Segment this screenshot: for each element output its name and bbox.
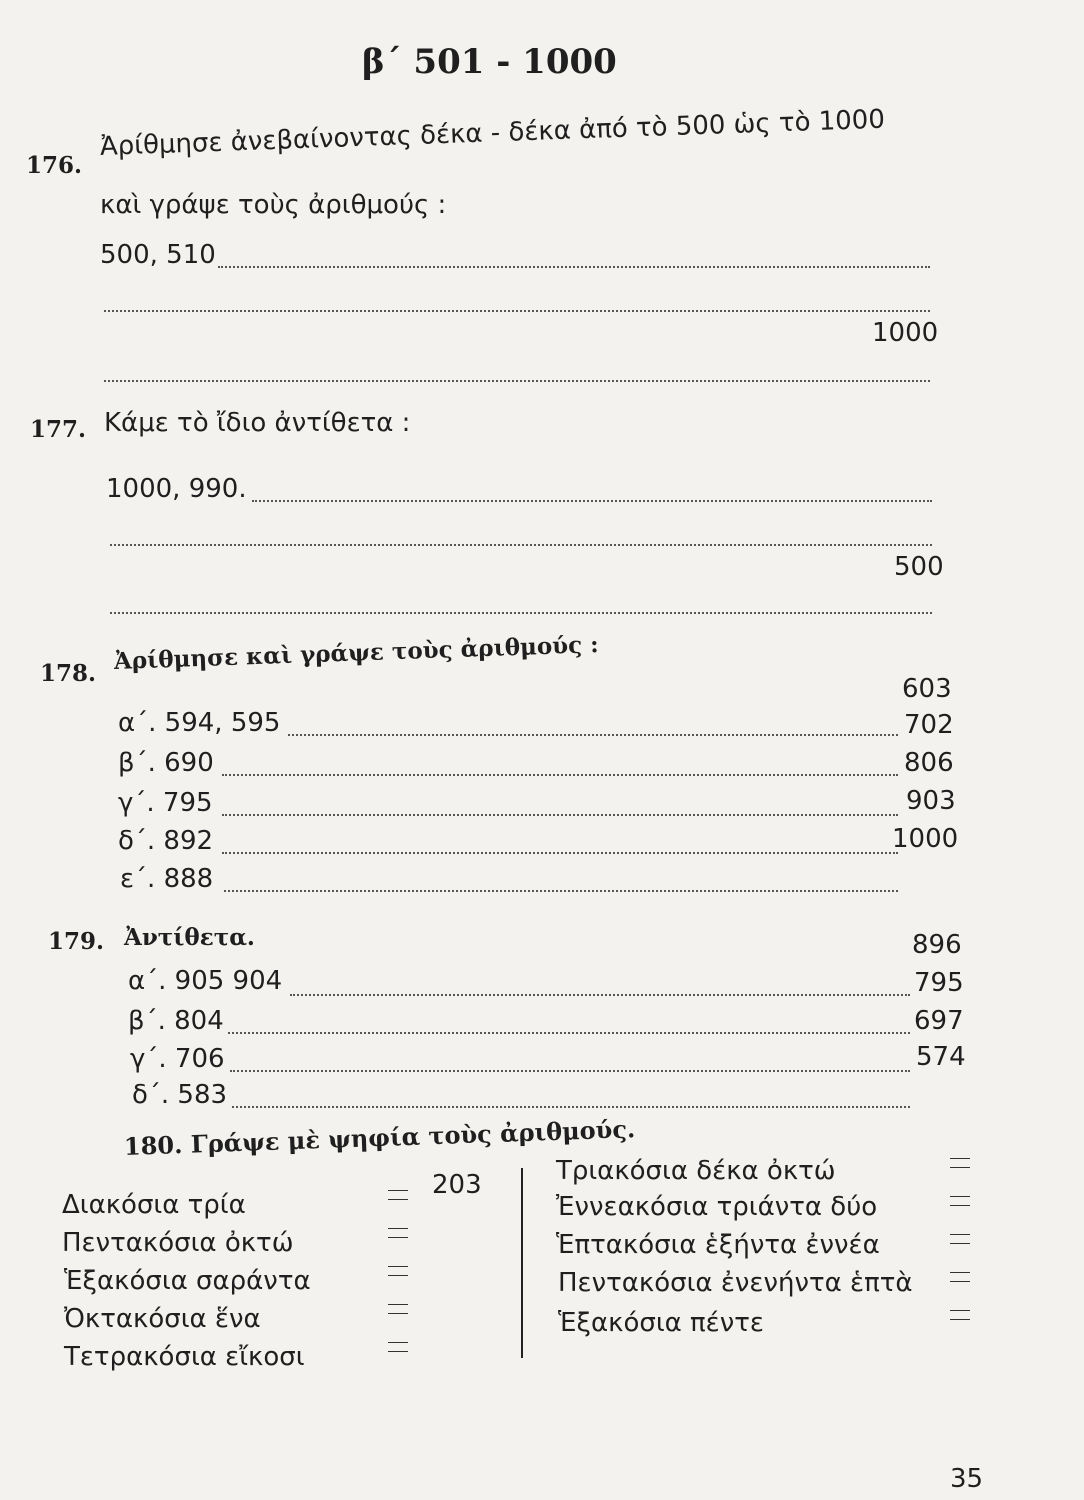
ex180-left-item-3: Ἑξακόσια σαράντα <box>64 1266 311 1296</box>
answer-line <box>252 500 932 502</box>
exercise-177-end: 500 <box>894 552 944 582</box>
equals-sign-icon <box>388 1190 408 1200</box>
page-title: β΄ 501 - 1000 <box>362 42 617 82</box>
exercise-179-instruction: Ἀντίθετα. <box>124 924 255 951</box>
ex180-left-answer-1: 203 <box>432 1170 482 1200</box>
answer-line <box>104 310 930 312</box>
equals-sign-icon <box>950 1234 970 1244</box>
exercise-179-row-a-end: 896 <box>912 930 962 960</box>
ex180-right-item-3: Ἑπτακόσια ἑξήντα ἐννέα <box>556 1230 880 1260</box>
exercise-178-row-d-end: 903 <box>906 786 956 816</box>
equals-sign-icon <box>950 1196 970 1206</box>
exercise-178-row-d-label: δ΄. 892 <box>118 826 214 856</box>
answer-line <box>110 612 932 614</box>
ex180-right-item-4: Πεντακόσια ἐνενήντα ἑπτὰ <box>558 1268 913 1298</box>
ex180-left-item-2: Πεντακόσια ὀκτώ <box>62 1228 294 1258</box>
ex180-right-item-1: Τριακόσια δέκα ὀκτώ <box>556 1156 836 1186</box>
exercise-180-heading: 180. Γράψε μὲ ψηφία τοὺς ἀριθμούς. <box>123 1114 636 1161</box>
column-divider <box>521 1168 523 1358</box>
page-number: 35 <box>950 1464 984 1494</box>
ex180-left-item-5: Τετρακόσια εἴκοσι <box>64 1342 305 1372</box>
answer-line <box>290 994 910 996</box>
exercise-177-instruction: Κάμε τὸ ἴδιο ἀντίθετα : <box>104 408 411 438</box>
exercise-178-number: 178. <box>40 660 97 687</box>
exercise-179-row-c-end: 697 <box>914 1006 964 1036</box>
answer-line <box>224 890 898 892</box>
exercise-178-row-b-label: β΄. 690 <box>118 748 214 778</box>
exercise-176-instruction-line2: καὶ γράψε τοὺς ἀριθμούς : <box>100 190 447 220</box>
ex180-left-item-1: Διακόσια τρία <box>62 1190 246 1220</box>
answer-line <box>110 544 932 546</box>
answer-line <box>288 734 898 736</box>
exercise-179-row-a-label: α΄. 905 904 <box>128 966 283 996</box>
equals-sign-icon <box>950 1272 970 1282</box>
equals-sign-icon <box>950 1310 970 1320</box>
exercise-179-row-b-label: β΄. 804 <box>128 1006 224 1036</box>
exercise-178-row-b-end: 702 <box>904 710 954 740</box>
exercise-179-row-c-label: γ΄. 706 <box>130 1044 225 1074</box>
exercise-178-row-a-end: 603 <box>902 674 952 704</box>
exercise-178-instruction: Ἀρίθμησε καὶ γράψε τοὺς ἀριθμούς : <box>113 631 600 675</box>
answer-line <box>222 774 898 776</box>
exercise-177-start: 1000, 990. <box>106 474 247 504</box>
exercise-178-row-c-label: γ΄. 795 <box>118 788 213 818</box>
exercise-178-row-c-end: 806 <box>904 748 954 778</box>
equals-sign-icon <box>950 1158 970 1168</box>
exercise-176-instruction-line1: Ἀρίθμησε ἀνεβαίνοντας δέκα - δέκα ἀπό τὸ 500 ὡς τὸ 1000 <box>99 104 886 162</box>
answer-line <box>228 1032 910 1034</box>
ex180-right-item-5: Ἑξακόσια πέντε <box>558 1308 764 1338</box>
exercise-176-end: 1000 <box>872 318 939 348</box>
answer-line <box>232 1106 910 1108</box>
answer-line <box>222 852 898 854</box>
equals-sign-icon <box>388 1342 408 1352</box>
equals-sign-icon <box>388 1304 408 1314</box>
exercise-176-start: 500, 510 <box>100 240 216 270</box>
answer-line <box>230 1070 910 1072</box>
exercise-177-number: 177. <box>30 416 87 443</box>
exercise-178-row-a-label: α΄. 594, 595 <box>118 708 281 738</box>
exercise-178-row-e-label: ε΄. 888 <box>120 864 214 894</box>
ex180-left-item-4: Ὀκτακόσια ἕνα <box>64 1304 261 1334</box>
exercise-179-row-d-label: δ΄. 583 <box>132 1080 228 1110</box>
equals-sign-icon <box>388 1228 408 1238</box>
ex180-right-item-2: Ἐννεακόσια τριάντα δύο <box>556 1192 878 1222</box>
exercise-179-row-d-end: 574 <box>916 1042 966 1072</box>
answer-line <box>104 380 930 382</box>
exercise-179-number: 179. <box>48 928 105 955</box>
exercise-178-row-e-end: 1000 <box>892 824 959 854</box>
exercise-176-number: 176. <box>26 152 83 179</box>
answer-line <box>218 266 930 268</box>
equals-sign-icon <box>388 1266 408 1276</box>
answer-line <box>222 814 898 816</box>
exercise-179-row-b-end: 795 <box>914 968 964 998</box>
